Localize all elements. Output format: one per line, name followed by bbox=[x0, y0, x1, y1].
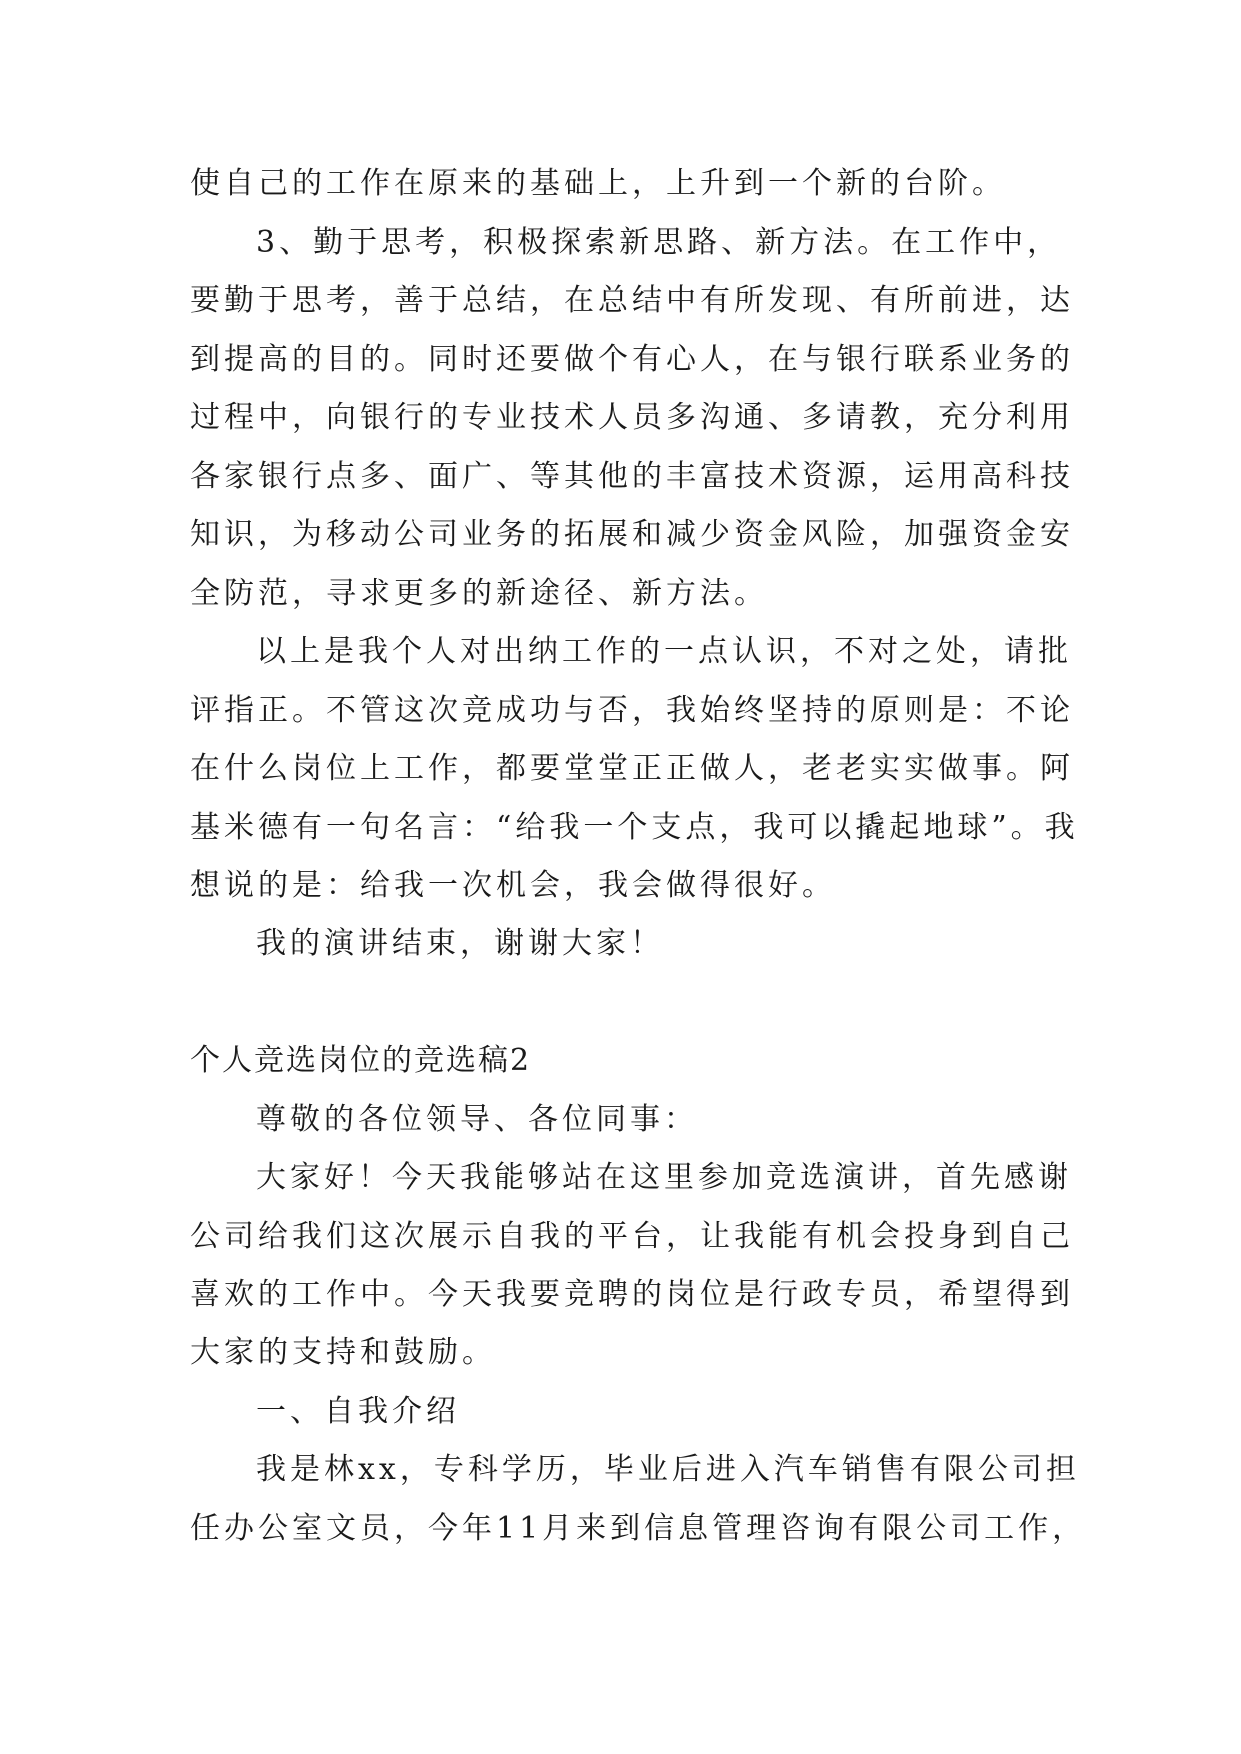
text-line: 想说的是：给我一次机会，我会做得很好。 bbox=[190, 868, 836, 903]
text-line: 全防范，寻求更多的新途径、新方法。 bbox=[190, 576, 768, 611]
text-line: 到提高的目的。同时还要做个有心人，在与银行联系业务的 bbox=[190, 342, 1074, 377]
text-line: 使自己的工作在原来的基础上，上升到一个新的台阶。 bbox=[190, 166, 1006, 201]
text-line: 喜欢的工作中。今天我要竞聘的岗位是行政专员，希望得到 bbox=[190, 1277, 1074, 1312]
text-line: 3、勤于思考，积极探索新思路、新方法。在工作中， bbox=[256, 225, 1062, 260]
text-line: 我的演讲结束，谢谢大家！ bbox=[256, 926, 664, 961]
text-line: 在什么岗位上工作，都要堂堂正正做人，老老实实做事。阿 bbox=[190, 751, 1074, 786]
text-line: 一、自我介绍 bbox=[256, 1394, 460, 1429]
text-line: 基米德有一句名言：“给我一个支点，我可以撬起地球”。我 bbox=[190, 810, 1079, 845]
text-line: 要勤于思考，善于总结，在总结中有所发现、有所前进，达 bbox=[190, 283, 1074, 318]
text-line: 过程中，向银行的专业技术人员多沟通、多请教，充分利用 bbox=[190, 400, 1074, 435]
text-line: 大家好！今天我能够站在这里参加竞选演讲，首先感谢 bbox=[256, 1160, 1072, 1195]
text-line: 以上是我个人对出纳工作的一点认识，不对之处，请批 bbox=[256, 634, 1072, 669]
text-line: 各家银行点多、面广、等其他的丰富技术资源，运用高科技 bbox=[190, 459, 1074, 494]
text-line: 大家的支持和鼓励。 bbox=[190, 1335, 496, 1370]
section-heading: 个人竞选岗位的竞选稿2 bbox=[190, 1043, 532, 1078]
text-line: 评指正。不管这次竞成功与否，我始终坚持的原则是：不论 bbox=[190, 693, 1074, 728]
text-line: 尊敬的各位领导、各位同事： bbox=[256, 1102, 698, 1137]
text-line: 公司给我们这次展示自我的平台，让我能有机会投身到自己 bbox=[190, 1219, 1074, 1254]
text-line: 知识，为移动公司业务的拓展和减少资金风险，加强资金安 bbox=[190, 517, 1074, 552]
text-line: 任办公室文员，今年11月来到信息管理咨询有限公司工作， bbox=[190, 1511, 1087, 1546]
text-line: 我是林xx，专科学历，毕业后进入汽车销售有限公司担 bbox=[256, 1452, 1080, 1487]
